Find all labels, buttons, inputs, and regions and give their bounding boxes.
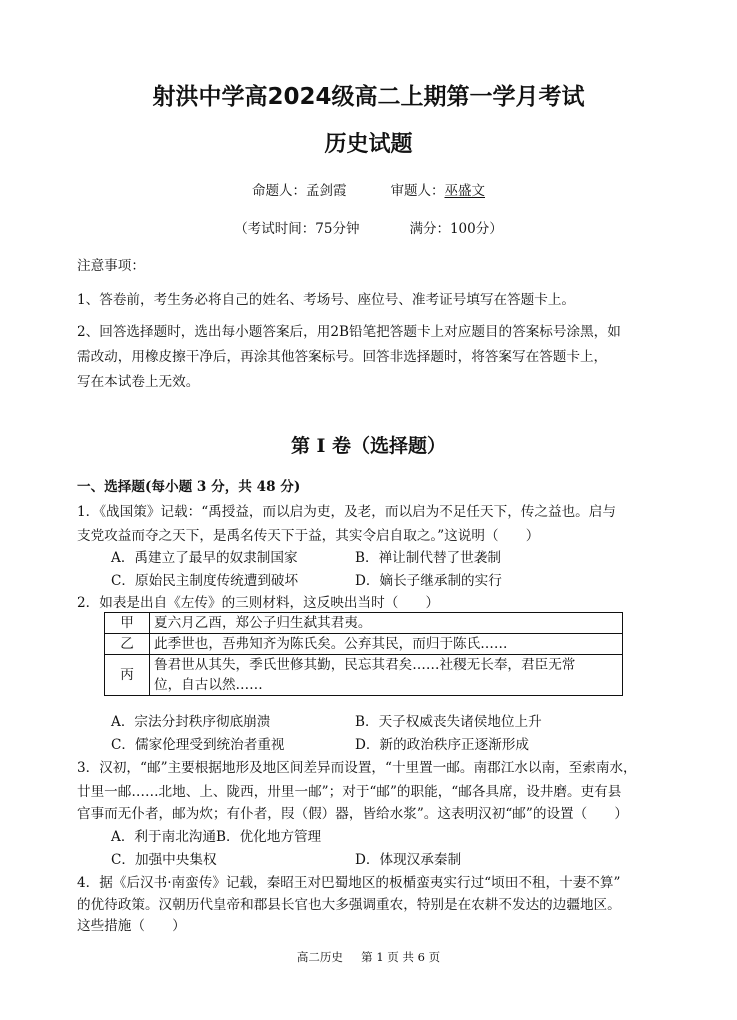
q1-stem-line-1: 1．《战国策》记载：“禹授益，而以启为吏，及老，而以启为不足任天下，传之益也。启与: [77, 504, 616, 520]
q2-option-d: D．新的政治秩序正逐渐形成: [355, 737, 530, 753]
notice-item-2-line-3: 写在本试卷上无效。: [77, 374, 200, 390]
q3-stem-line-2: 廿里一邮……北地、上、陇西，卅里一邮”；对于“邮”的职能，“邮各具席，设井磨。吏有县: [77, 784, 622, 800]
page-footer: [0, 949, 737, 965]
reviewer-label: 审题人：: [390, 183, 445, 199]
table-row: [105, 634, 623, 655]
q1-option-a: A．禹建立了最早的奴隶制国家: [111, 550, 298, 566]
notice-item-1: 1、答卷前，考生务必将自己的姓名、考场号、座位号、准考证号填写在答题卡上。: [77, 292, 576, 308]
row-text-line-1: 鲁君世从其失，季氏世修其勤，民忘其君矣……社稷无长奉，君臣无常: [154, 657, 576, 673]
q3-option-d: D．体现汉承秦制: [355, 852, 462, 868]
notice-heading: 注意事项：: [77, 258, 145, 274]
row-text: 此季世也，吾弗知齐为陈氏矣。公弃其民，而归于陈氏……: [150, 634, 623, 655]
row-text: 夏六月乙酉，郑公子归生弑其君夷。: [150, 613, 623, 634]
notice-item-2-line-2: 需改动，用橡皮擦干净后，再涂其他答案标号。回答非选择题时，将答案写在答题卡上，: [77, 349, 608, 365]
setter-label: 命题人：孟剑霞: [252, 183, 347, 199]
part-heading: 一、选择题(每小题 3 分，共 48 分): [77, 479, 301, 495]
q2-material-table: [104, 612, 623, 696]
q1-option-b: B．禅让制代替了世袭制: [355, 550, 501, 566]
row-label: 丙: [105, 655, 150, 696]
q4-stem-line-3: 这些措施（ ）: [77, 918, 186, 934]
table-row: [105, 655, 623, 696]
section-title: 第 I 卷（选择题）: [290, 435, 447, 457]
exam-info: [0, 217, 737, 237]
subject-title: 历史试题: [324, 132, 413, 157]
q1-option-c: C．原始民主制度传统遭到破坏: [111, 573, 299, 589]
q3-stem-line-3: 官事而无仆者，邮为炊；有仆者，叚（假）器，皆给水浆”。这表明汉初“邮”的设置（ ）: [77, 806, 629, 822]
full-marks: 满分：100分）: [409, 221, 503, 237]
exam-title: 射洪中学高2024级高二上期第一学月考试: [152, 84, 585, 110]
q3-option-b: B．优化地方管理: [215, 829, 322, 845]
q4-stem-line-1: 4．据《后汉书·南蛮传》记载，秦昭王对巴蜀地区的板楯蛮夷实行过“顷田不租，十妻不算”: [77, 875, 621, 891]
q3-stem-line-1: 3．汉初，“邮”主要根据地形及地区间差异而设置，“十里置一邮。南郡江水以南，至索南水，: [77, 760, 637, 776]
row-text: [150, 655, 623, 696]
q2-option-c: C．儒家伦理受到统治者重视: [111, 737, 285, 753]
footer-page-number: 第 1 页 共 6 页: [361, 950, 441, 964]
exam-time: （考试时间：75分钟: [234, 221, 360, 237]
footer-subject: 高二历史: [296, 950, 343, 964]
q1-option-d: D．嫡长子继承制的实行: [355, 573, 502, 589]
row-label: 甲: [105, 613, 150, 634]
q2-option-b: B．天子权威丧失诸侯地位上升: [355, 714, 542, 730]
reviewer-name: 巫盛文: [444, 183, 485, 199]
q3-option-a: [111, 825, 321, 845]
row-label: 乙: [105, 634, 150, 655]
q3-option-a-text: A．利于南北沟通: [111, 829, 216, 845]
q1-stem-line-2: 支党攻益而夺之天下，是禹名传天下于益，其实令启自取之。”这说明（ ）: [77, 528, 540, 544]
q2-option-a: A．宗法分封秩序彻底崩溃: [111, 714, 271, 730]
row-text-line-2: 位，自古以然……: [154, 677, 263, 693]
q2-stem: 2．如表是出自《左传》的三则材料，这反映出当时（ ）: [77, 595, 440, 611]
notice-item-2-line-1: 2、回答选择题时，选出每小题答案后，用2B铅笔把答题卡上对应题目的答案标号涂黑，如: [77, 324, 621, 340]
q3-option-c: C．加强中央集权: [111, 852, 217, 868]
q4-stem-line-2: 的优待政策。汉朝历代皇帝和郡县长官也大多强调重农，特别是在农耕不发达的边疆地区。: [77, 897, 621, 913]
authors-line: [0, 179, 737, 199]
table-row: [105, 613, 623, 634]
